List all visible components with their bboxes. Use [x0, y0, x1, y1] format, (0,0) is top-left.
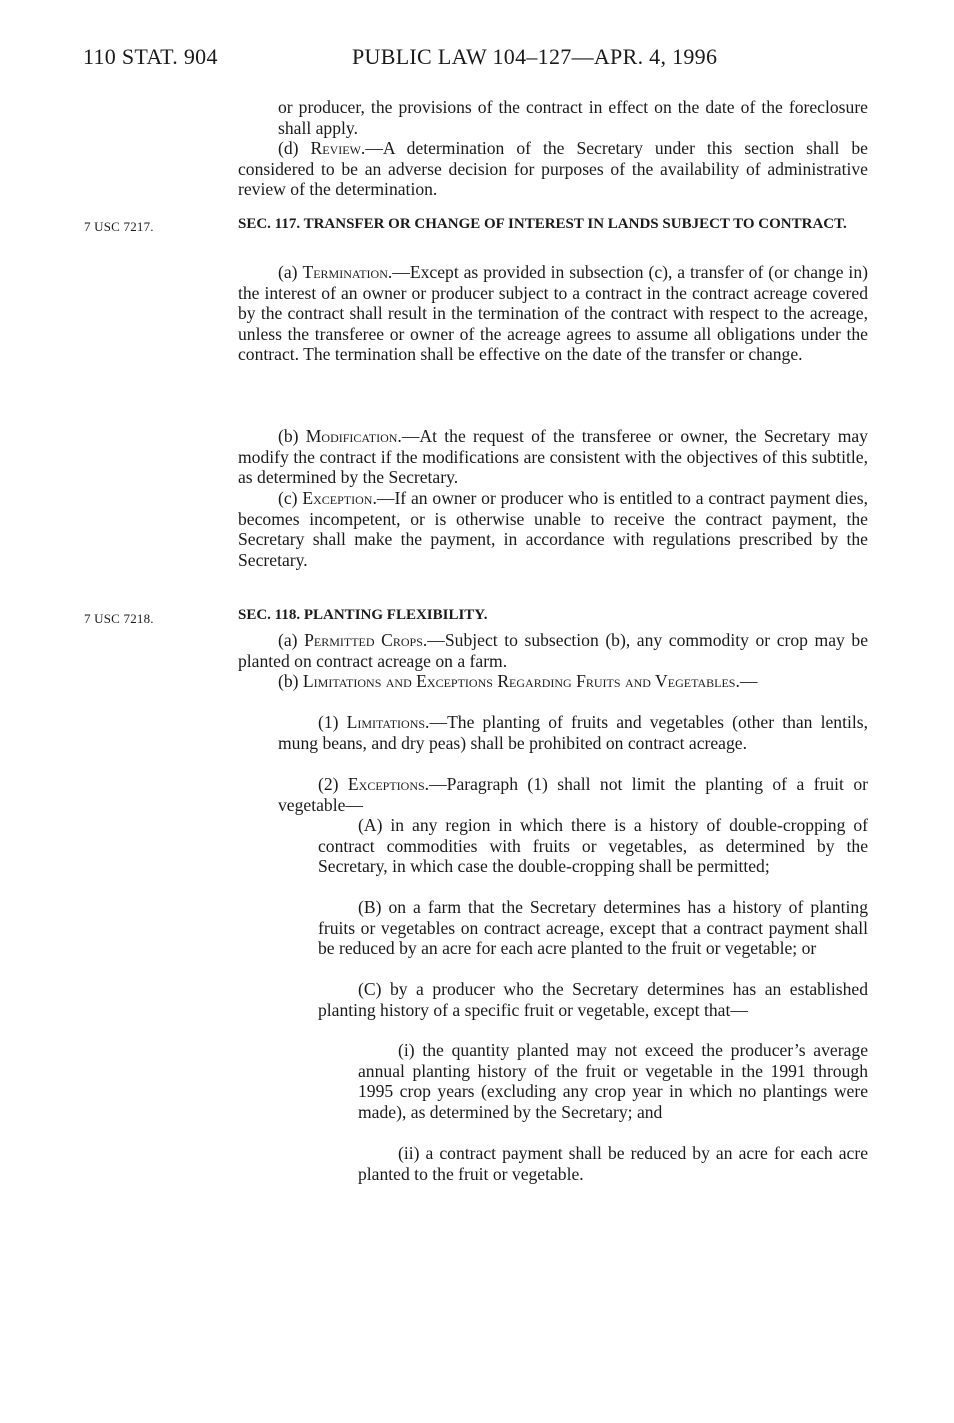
subparagraph-a: (A) in any region in which there is a history of double-cropping of contract commodities with fruits or vegetables, as determined by the Secretary, in which case the double-cropping shall be permitted;	[318, 815, 868, 877]
paragraph-heading: Limitations.	[346, 712, 430, 732]
section-118-heading: SEC. 118. PLANTING FLEXIBILITY.	[238, 607, 488, 623]
clause-i: (i) the quantity planted may not exceed the producer’s average annual planting history of the fruit or vegetable in the 1991 through 1995 crop years (excluding any crop year in which no plantings were made), as determined by the Secretary; and	[358, 1040, 868, 1122]
subsection-label: (b)	[278, 671, 303, 691]
section-117-subsection-b	[238, 426, 868, 488]
continued-paragraph: or producer, the provisions of the contract in effect on the date of the foreclosure shall apply.	[278, 97, 868, 138]
subsection-label: (d)	[278, 138, 311, 158]
subsection-heading: Limitations and Exceptions Regarding Fruits and Vegetables.	[302, 671, 740, 691]
paragraph-label: (2)	[318, 774, 348, 794]
section-117-heading: SEC. 117. TRANSFER OR CHANGE OF INTEREST IN LANDS SUBJECT TO CONTRACT.	[238, 216, 847, 232]
margin-note-usc-7217: 7 USC 7217.	[84, 219, 154, 234]
paragraph-text: —The planting of fruits and vegetables (other than lentils, mung beans, and dry peas) shall be prohibited on contract acreage.	[278, 712, 868, 753]
paragraph-heading: Exceptions.	[347, 774, 430, 794]
subsection-text: —Subject to subsection (b), any commodity or crop may be planted on contract acreage on a farm.	[238, 630, 869, 671]
subsection-heading: Modification.	[305, 426, 402, 446]
clause-ii: (ii) a contract payment shall be reduced by an acre for each acre planted to the fruit or vegetable.	[358, 1143, 868, 1184]
subsection-text: —Except as provided in subsection (c), a transfer of (or change in) the interest of an owner or producer subject to a contract in the contract acreage covered by the contract shall result in the termination of the contract with respect to the acreage, unless the transferee or owner of the acreage agrees to assume all obligations under the contract. The termination shall be effective on the date of the transfer or change.	[238, 262, 868, 365]
subsection-text: —A determination of the Secretary under this section shall be considered to be an adverse decision for purposes of the availability of administrative review of the determination.	[238, 138, 868, 200]
paragraph-2-exceptions	[278, 774, 868, 815]
subsection-text: —If an owner or producer who is entitled to a contract payment dies, becomes incompetent, or is otherwise unable to receive the contract payment, the Secretary shall make the payment, in accordance with regulations prescribed by the Secretary.	[238, 488, 868, 570]
section-117-subsection-a	[238, 262, 868, 365]
stat-page-number: 110 STAT. 904	[83, 44, 218, 69]
subsection-label: (b)	[278, 426, 306, 446]
subsection-heading: Termination.	[302, 262, 393, 282]
paragraph-1-limitations	[278, 712, 868, 753]
section-118-subsection-b	[238, 671, 868, 692]
subsection-d-review	[238, 138, 868, 200]
paragraph-label: (1)	[318, 712, 347, 732]
subsection-label: (c)	[278, 488, 303, 508]
subsection-heading: Review.	[310, 138, 366, 158]
subsection-label: (a)	[278, 262, 303, 282]
subsection-text: —At the request of the transferee or owner, the Secretary may modify the contract if the modifications are consistent with the objectives of this subtitle, as determined by the Secretary.	[238, 426, 868, 488]
subsection-label: (a)	[278, 630, 305, 650]
section-117-subsection-c	[238, 488, 868, 570]
section-118-subsection-a	[238, 630, 868, 671]
subparagraph-c: (C) by a producer who the Secretary determines has an established planting history of a specific fruit or vegetable, except that—	[318, 979, 868, 1020]
paragraph-text: —Paragraph (1) shall not limit the planting of a fruit or vegetable—	[278, 774, 868, 815]
margin-note-usc-7218: 7 USC 7218.	[84, 611, 154, 626]
subparagraph-b: (B) on a farm that the Secretary determines has a history of planting fruits or vegetables on contract acreage, except that a contract payment shall be reduced by an acre for each acre planted to the fruit or vegetable; or	[318, 897, 868, 959]
subsection-heading: Exception.	[302, 488, 377, 508]
subsection-text: —	[739, 671, 758, 691]
running-header: PUBLIC LAW 104–127—APR. 4, 1996	[352, 44, 718, 69]
subsection-heading: Permitted Crops.	[304, 630, 428, 650]
